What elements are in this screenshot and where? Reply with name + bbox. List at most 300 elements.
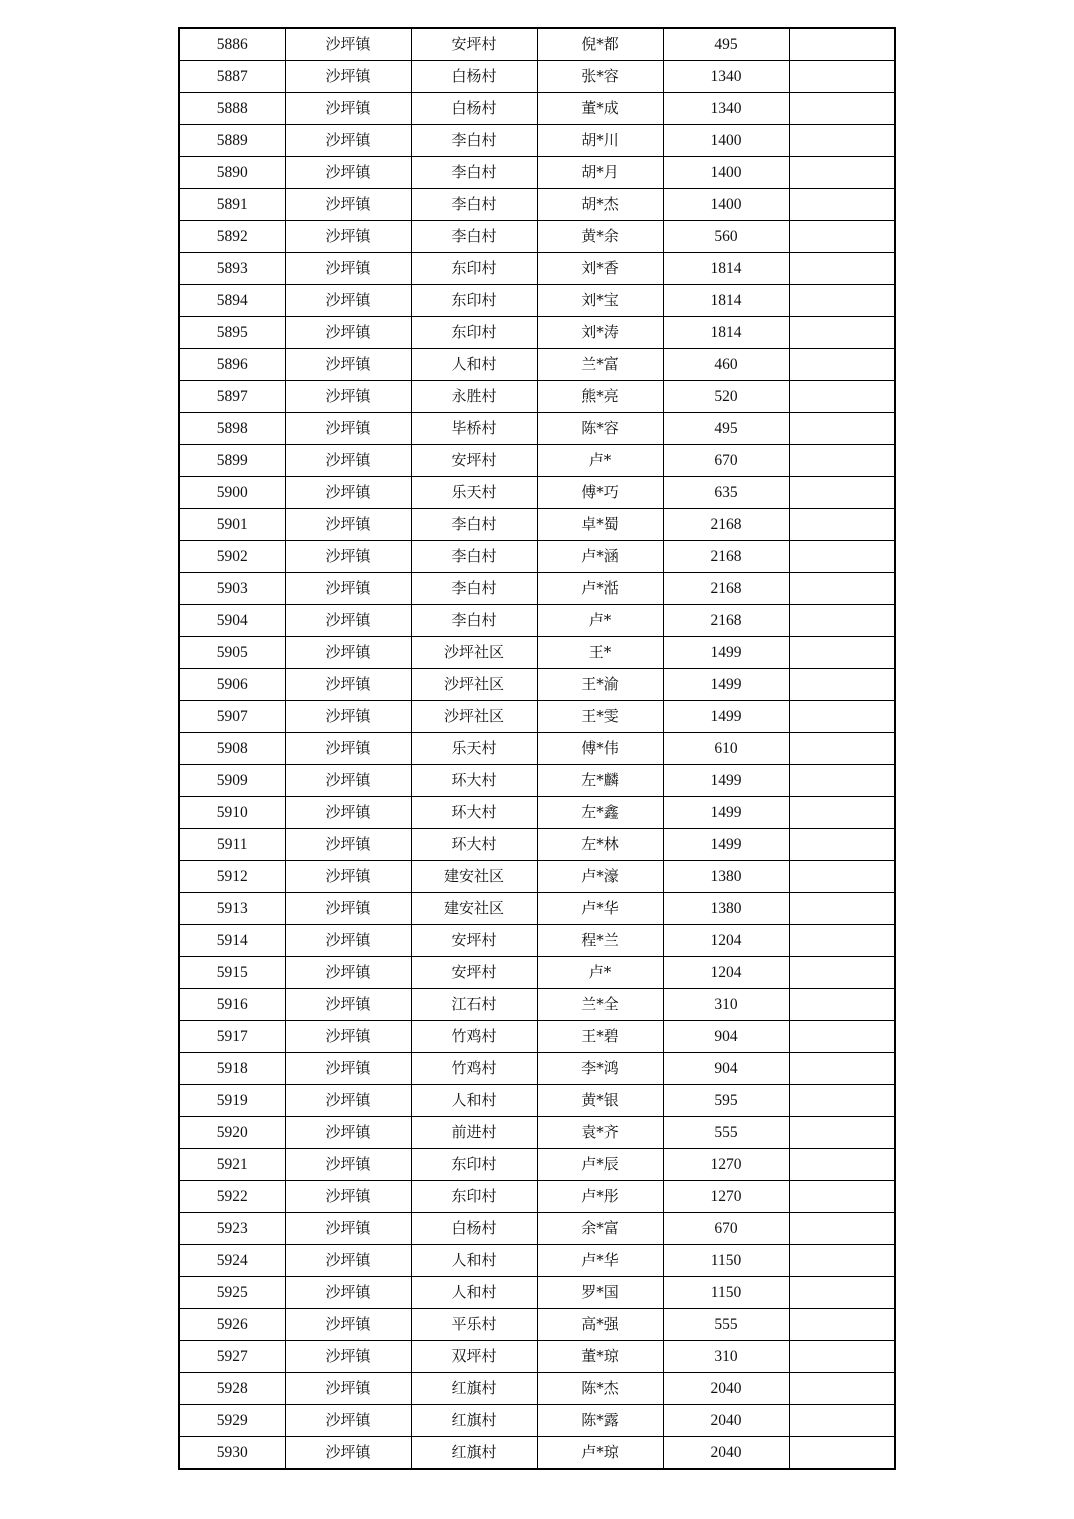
village-cell: 竹鸡村 [411,1021,537,1053]
table-row [179,573,895,605]
town-cell: 沙坪镇 [285,1373,411,1405]
row-number-cell: 5921 [179,1149,285,1181]
row-number-cell: 5896 [179,349,285,381]
row-number-cell: 5904 [179,605,285,637]
row-number-cell: 5897 [179,381,285,413]
row-number-cell: 5906 [179,669,285,701]
village-cell: 李白村 [411,541,537,573]
row-number-cell: 5898 [179,413,285,445]
name-cell: 程*兰 [537,925,663,957]
remark-cell [789,381,895,413]
amount-cell: 904 [663,1021,789,1053]
amount-cell: 2168 [663,509,789,541]
name-cell: 卢*华 [537,1245,663,1277]
row-number-cell: 5927 [179,1341,285,1373]
amount-cell: 1270 [663,1181,789,1213]
town-cell: 沙坪镇 [285,861,411,893]
village-cell: 竹鸡村 [411,1053,537,1085]
table-row [179,477,895,509]
table-row [179,189,895,221]
town-cell: 沙坪镇 [285,541,411,573]
table-row [179,61,895,93]
amount-cell: 670 [663,445,789,477]
name-cell: 卢*琼 [537,1437,663,1470]
name-cell: 傅*伟 [537,733,663,765]
village-cell: 人和村 [411,1277,537,1309]
name-cell: 黄*银 [537,1085,663,1117]
amount-cell: 460 [663,349,789,381]
table-row [179,861,895,893]
town-cell: 沙坪镇 [285,1277,411,1309]
amount-cell: 1499 [663,829,789,861]
town-cell: 沙坪镇 [285,189,411,221]
remark-cell [789,829,895,861]
town-cell: 沙坪镇 [285,477,411,509]
town-cell: 沙坪镇 [285,573,411,605]
table-row [179,253,895,285]
amount-cell: 560 [663,221,789,253]
remark-cell [789,253,895,285]
town-cell: 沙坪镇 [285,1053,411,1085]
row-number-cell: 5894 [179,285,285,317]
table-row [179,733,895,765]
town-cell: 沙坪镇 [285,893,411,925]
amount-cell: 1499 [663,765,789,797]
table-row [179,957,895,989]
row-number-cell: 5919 [179,1085,285,1117]
amount-cell: 2040 [663,1437,789,1470]
amount-cell: 670 [663,1213,789,1245]
town-cell: 沙坪镇 [285,317,411,349]
remark-cell [789,1437,895,1470]
remark-cell [789,669,895,701]
table-row [179,221,895,253]
name-cell: 董*琼 [537,1341,663,1373]
table-row [179,1181,895,1213]
name-cell: 陈*容 [537,413,663,445]
village-cell: 建安社区 [411,893,537,925]
table-row [179,381,895,413]
remark-cell [789,413,895,445]
amount-cell: 2168 [663,573,789,605]
town-cell: 沙坪镇 [285,1021,411,1053]
name-cell: 卢* [537,957,663,989]
amount-cell: 310 [663,989,789,1021]
table-row [179,925,895,957]
name-cell: 袁*齐 [537,1117,663,1149]
name-cell: 卢*辰 [537,1149,663,1181]
name-cell: 张*容 [537,61,663,93]
name-cell: 李*鸿 [537,1053,663,1085]
row-number-cell: 5922 [179,1181,285,1213]
table-row [179,28,895,61]
row-number-cell: 5916 [179,989,285,1021]
village-cell: 人和村 [411,1085,537,1117]
remark-cell [789,1149,895,1181]
row-number-cell: 5907 [179,701,285,733]
remark-cell [789,28,895,61]
row-number-cell: 5911 [179,829,285,861]
village-cell: 李白村 [411,189,537,221]
table-row [179,1085,895,1117]
village-cell: 环大村 [411,765,537,797]
name-cell: 罗*国 [537,1277,663,1309]
table-body [179,28,895,1469]
remark-cell [789,1245,895,1277]
table-row [179,797,895,829]
village-cell: 李白村 [411,509,537,541]
village-cell: 白杨村 [411,1213,537,1245]
row-number-cell: 5912 [179,861,285,893]
name-cell: 陈*杰 [537,1373,663,1405]
name-cell: 卢*湉 [537,573,663,605]
name-cell: 刘*香 [537,253,663,285]
table-row [179,1149,895,1181]
amount-cell: 2168 [663,541,789,573]
row-number-cell: 5889 [179,125,285,157]
amount-cell: 1499 [663,637,789,669]
amount-cell: 555 [663,1117,789,1149]
remark-cell [789,957,895,989]
remark-cell [789,61,895,93]
name-cell: 卢*涵 [537,541,663,573]
village-cell: 东印村 [411,253,537,285]
amount-cell: 1499 [663,701,789,733]
row-number-cell: 5929 [179,1405,285,1437]
remark-cell [789,1085,895,1117]
remark-cell [789,573,895,605]
town-cell: 沙坪镇 [285,1437,411,1470]
table-row [179,349,895,381]
village-cell: 乐天村 [411,733,537,765]
table-row [179,829,895,861]
table-row [179,701,895,733]
village-cell: 东印村 [411,285,537,317]
row-number-cell: 5886 [179,28,285,61]
town-cell: 沙坪镇 [285,1213,411,1245]
amount-cell: 495 [663,413,789,445]
remark-cell [789,1277,895,1309]
amount-cell: 1814 [663,317,789,349]
amount-cell: 1150 [663,1277,789,1309]
village-cell: 安坪村 [411,925,537,957]
town-cell: 沙坪镇 [285,28,411,61]
amount-cell: 1400 [663,125,789,157]
row-number-cell: 5899 [179,445,285,477]
table-row [179,605,895,637]
town-cell: 沙坪镇 [285,669,411,701]
table-row [179,1245,895,1277]
row-number-cell: 5905 [179,637,285,669]
remark-cell [789,637,895,669]
remark-cell [789,1373,895,1405]
remark-cell [789,349,895,381]
row-number-cell: 5892 [179,221,285,253]
row-number-cell: 5903 [179,573,285,605]
row-number-cell: 5914 [179,925,285,957]
town-cell: 沙坪镇 [285,253,411,285]
amount-cell: 595 [663,1085,789,1117]
village-cell: 毕桥村 [411,413,537,445]
town-cell: 沙坪镇 [285,413,411,445]
amount-cell: 1380 [663,893,789,925]
amount-cell: 1204 [663,957,789,989]
row-number-cell: 5920 [179,1117,285,1149]
remark-cell [789,221,895,253]
remark-cell [789,1053,895,1085]
data-table [178,27,896,1470]
row-number-cell: 5909 [179,765,285,797]
name-cell: 左*林 [537,829,663,861]
remark-cell [789,605,895,637]
amount-cell: 1270 [663,1149,789,1181]
row-number-cell: 5908 [179,733,285,765]
village-cell: 白杨村 [411,93,537,125]
row-number-cell: 5930 [179,1437,285,1470]
town-cell: 沙坪镇 [285,733,411,765]
village-cell: 白杨村 [411,61,537,93]
town-cell: 沙坪镇 [285,1117,411,1149]
village-cell: 环大村 [411,797,537,829]
town-cell: 沙坪镇 [285,93,411,125]
town-cell: 沙坪镇 [285,1085,411,1117]
village-cell: 永胜村 [411,381,537,413]
village-cell: 东印村 [411,1149,537,1181]
town-cell: 沙坪镇 [285,381,411,413]
table-row [179,1405,895,1437]
table-row [179,1309,895,1341]
amount-cell: 1499 [663,797,789,829]
amount-cell: 310 [663,1341,789,1373]
remark-cell [789,1341,895,1373]
town-cell: 沙坪镇 [285,957,411,989]
village-cell: 人和村 [411,349,537,381]
remark-cell [789,317,895,349]
village-cell: 李白村 [411,221,537,253]
name-cell: 王*渝 [537,669,663,701]
village-cell: 双坪村 [411,1341,537,1373]
amount-cell: 495 [663,28,789,61]
amount-cell: 904 [663,1053,789,1085]
amount-cell: 1400 [663,157,789,189]
row-number-cell: 5890 [179,157,285,189]
name-cell: 熊*亮 [537,381,663,413]
name-cell: 卢*华 [537,893,663,925]
town-cell: 沙坪镇 [285,925,411,957]
remark-cell [789,1213,895,1245]
remark-cell [789,157,895,189]
village-cell: 安坪村 [411,445,537,477]
row-number-cell: 5910 [179,797,285,829]
village-cell: 东印村 [411,1181,537,1213]
name-cell: 陈*露 [537,1405,663,1437]
amount-cell: 2168 [663,605,789,637]
town-cell: 沙坪镇 [285,1309,411,1341]
table-row [179,765,895,797]
row-number-cell: 5926 [179,1309,285,1341]
town-cell: 沙坪镇 [285,125,411,157]
town-cell: 沙坪镇 [285,1245,411,1277]
row-number-cell: 5902 [179,541,285,573]
village-cell: 江石村 [411,989,537,1021]
amount-cell: 1814 [663,285,789,317]
name-cell: 高*强 [537,1309,663,1341]
village-cell: 李白村 [411,605,537,637]
remark-cell [789,1117,895,1149]
remark-cell [789,541,895,573]
table-row [179,1021,895,1053]
table-row [179,1277,895,1309]
village-cell: 安坪村 [411,957,537,989]
village-cell: 红旗村 [411,1405,537,1437]
row-number-cell: 5925 [179,1277,285,1309]
name-cell: 胡*月 [537,157,663,189]
amount-cell: 635 [663,477,789,509]
row-number-cell: 5924 [179,1245,285,1277]
name-cell: 胡*川 [537,125,663,157]
village-cell: 建安社区 [411,861,537,893]
amount-cell: 1204 [663,925,789,957]
town-cell: 沙坪镇 [285,1149,411,1181]
name-cell: 余*富 [537,1213,663,1245]
table-row [179,445,895,477]
town-cell: 沙坪镇 [285,221,411,253]
remark-cell [789,1309,895,1341]
amount-cell: 1814 [663,253,789,285]
remark-cell [789,701,895,733]
town-cell: 沙坪镇 [285,509,411,541]
village-cell: 人和村 [411,1245,537,1277]
town-cell: 沙坪镇 [285,1341,411,1373]
name-cell: 王*碧 [537,1021,663,1053]
name-cell: 兰*富 [537,349,663,381]
name-cell: 左*鑫 [537,797,663,829]
town-cell: 沙坪镇 [285,445,411,477]
town-cell: 沙坪镇 [285,61,411,93]
remark-cell [789,1181,895,1213]
village-cell: 沙坪社区 [411,701,537,733]
table-row [179,1373,895,1405]
village-cell: 安坪村 [411,28,537,61]
amount-cell: 1150 [663,1245,789,1277]
remark-cell [789,509,895,541]
name-cell: 倪*都 [537,28,663,61]
remark-cell [789,989,895,1021]
row-number-cell: 5928 [179,1373,285,1405]
row-number-cell: 5901 [179,509,285,541]
village-cell: 红旗村 [411,1437,537,1470]
name-cell: 左*麟 [537,765,663,797]
remark-cell [789,189,895,221]
village-cell: 东印村 [411,317,537,349]
table-row [179,893,895,925]
table-row [179,989,895,1021]
village-cell: 平乐村 [411,1309,537,1341]
village-cell: 李白村 [411,573,537,605]
town-cell: 沙坪镇 [285,157,411,189]
town-cell: 沙坪镇 [285,989,411,1021]
town-cell: 沙坪镇 [285,797,411,829]
row-number-cell: 5893 [179,253,285,285]
remark-cell [789,125,895,157]
table-row [179,541,895,573]
remark-cell [789,1405,895,1437]
town-cell: 沙坪镇 [285,637,411,669]
name-cell: 董*成 [537,93,663,125]
name-cell: 刘*涛 [537,317,663,349]
town-cell: 沙坪镇 [285,765,411,797]
amount-cell: 2040 [663,1373,789,1405]
name-cell: 卢*彤 [537,1181,663,1213]
name-cell: 卢*濠 [537,861,663,893]
name-cell: 胡*杰 [537,189,663,221]
table-row [179,1437,895,1470]
town-cell: 沙坪镇 [285,1181,411,1213]
table-row [179,413,895,445]
table-row [179,125,895,157]
name-cell: 傅*巧 [537,477,663,509]
town-cell: 沙坪镇 [285,285,411,317]
remark-cell [789,1021,895,1053]
amount-cell: 2040 [663,1405,789,1437]
name-cell: 卢* [537,605,663,637]
row-number-cell: 5923 [179,1213,285,1245]
town-cell: 沙坪镇 [285,1405,411,1437]
remark-cell [789,477,895,509]
row-number-cell: 5913 [179,893,285,925]
name-cell: 刘*宝 [537,285,663,317]
table-row [179,1213,895,1245]
amount-cell: 520 [663,381,789,413]
row-number-cell: 5900 [179,477,285,509]
village-cell: 前进村 [411,1117,537,1149]
table-row [179,669,895,701]
town-cell: 沙坪镇 [285,701,411,733]
village-cell: 红旗村 [411,1373,537,1405]
remark-cell [789,765,895,797]
name-cell: 王*雯 [537,701,663,733]
row-number-cell: 5915 [179,957,285,989]
amount-cell: 1340 [663,93,789,125]
amount-cell: 1340 [663,61,789,93]
amount-cell: 555 [663,1309,789,1341]
town-cell: 沙坪镇 [285,349,411,381]
remark-cell [789,445,895,477]
row-number-cell: 5917 [179,1021,285,1053]
village-cell: 沙坪社区 [411,669,537,701]
table-row [179,317,895,349]
row-number-cell: 5887 [179,61,285,93]
table-row [179,1053,895,1085]
name-cell: 黄*余 [537,221,663,253]
remark-cell [789,797,895,829]
remark-cell [789,285,895,317]
table-row [179,509,895,541]
table-row [179,1341,895,1373]
amount-cell: 1380 [663,861,789,893]
amount-cell: 1400 [663,189,789,221]
remark-cell [789,733,895,765]
row-number-cell: 5895 [179,317,285,349]
table-row [179,157,895,189]
row-number-cell: 5888 [179,93,285,125]
village-cell: 李白村 [411,125,537,157]
table-row [179,93,895,125]
remark-cell [789,893,895,925]
amount-cell: 1499 [663,669,789,701]
village-cell: 乐天村 [411,477,537,509]
table-row [179,637,895,669]
